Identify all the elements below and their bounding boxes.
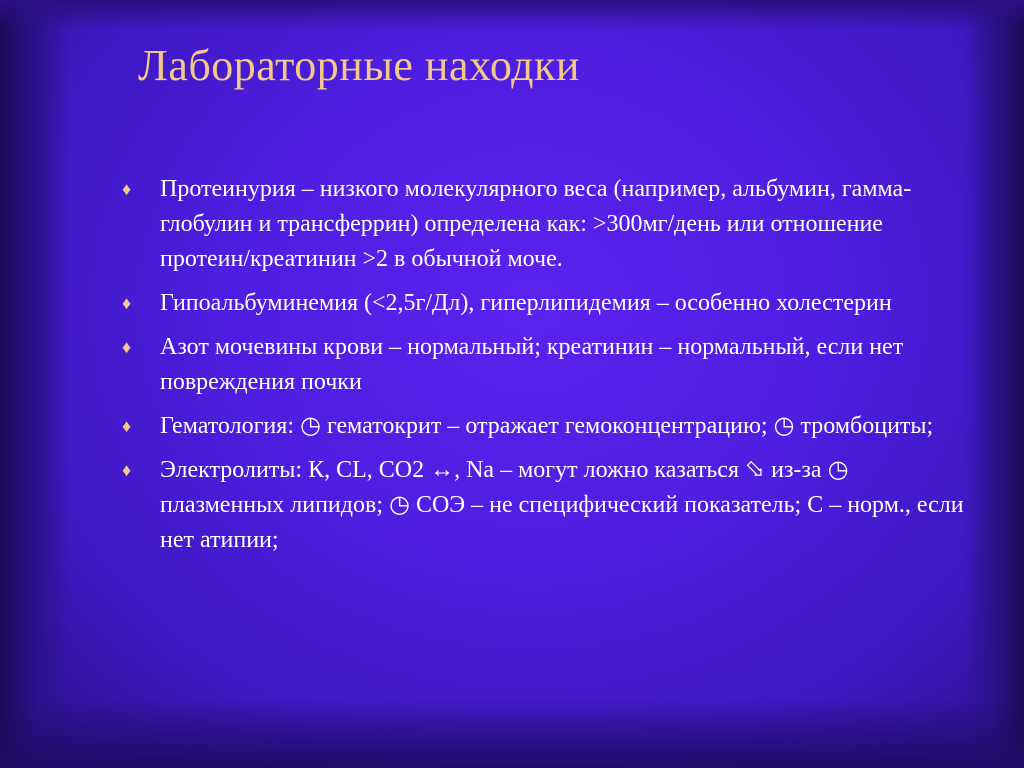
bullet-text: гематокрит – отражает гемоконцентрацию; [320,413,774,439]
frame-top-shade [0,0,1024,30]
bullet-diamond-icon: ♦ [122,293,132,313]
bullet-text: СОЭ – не специфический показатель; С – норм., если нет атипии; [160,492,964,553]
bullet-text: тромбоциты; [794,413,934,439]
frame-left-shade [0,0,70,768]
frame-bottom-shade [0,698,1024,768]
bullet-diamond-icon: ♦ [122,179,132,199]
bullet-text: плазменных липидов; [160,492,389,518]
increase-symbol-icon: ◷ [299,413,321,439]
bullet-item-proteinuria [122,172,972,277]
bullet-item-hematology [122,409,972,444]
slide-title: Лабораторные находки [138,41,580,90]
bullet-text: Гипоальбуминемия (<2,5г/Дл), гиперлипидемия – особенно холестерин [160,290,892,316]
bullet-diamond-icon: ♦ [122,460,132,480]
bullet-diamond-icon: ♦ [122,337,132,357]
bullet-text: Протеинурия – низкого молекулярного веса (например, альбумин, гамма-глобулин и трансферрин) определена как: >300мг/день или отношение протеин/креатинин >2 в обычной моче. [160,176,912,272]
bullet-list [122,172,972,567]
left-right-arrow-icon: ↔ [430,457,455,483]
increase-symbol-icon: ◷ [773,413,795,439]
bullet-text: из-за [765,457,828,483]
bullet-text: Азот мочевины крови – нормальный; креатинин – нормальный, если нет повреждения почки [160,334,904,395]
frame-right-shade [964,0,1024,768]
bullet-text: Гематология: [160,413,300,439]
bullet-diamond-icon: ♦ [122,416,132,436]
bullet-item-urea-nitrogen [122,330,972,400]
bullet-text: Электролиты: К, CL, СО2 [160,457,431,483]
decrease-arrow-icon: ⬂ [745,457,766,483]
increase-symbol-icon: ◷ [388,492,410,518]
increase-symbol-icon: ◷ [827,457,849,483]
bullet-item-electrolytes [122,453,972,558]
bullet-item-hypoalbuminemia [122,286,972,321]
bullet-text: , Na – могут ложно казаться [454,457,745,483]
